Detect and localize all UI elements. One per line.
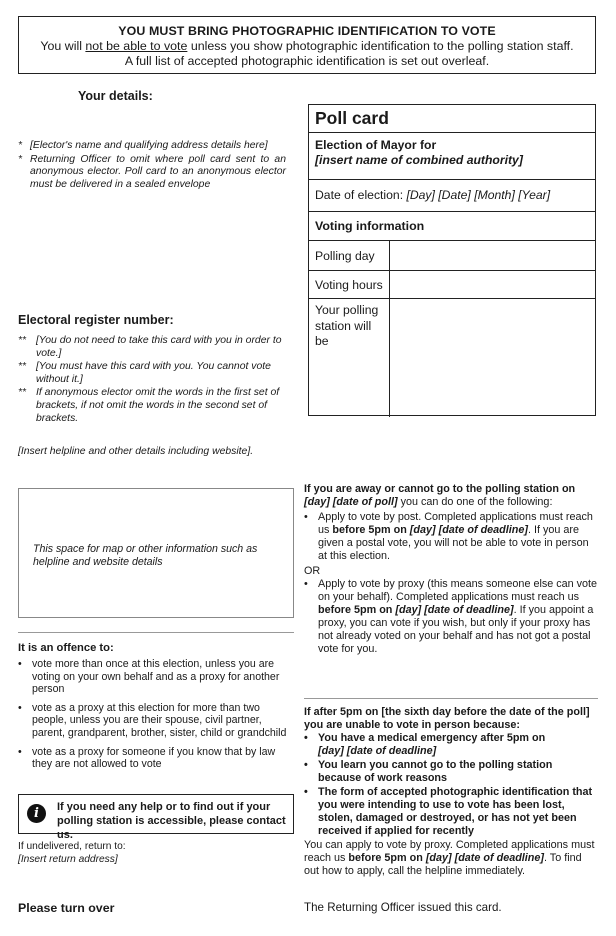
- return-address: If undelivered, return to: [Insert return address]: [18, 841, 126, 865]
- help-box: [18, 794, 294, 841]
- poll-card-title: Poll card: [309, 105, 595, 133]
- register-notes: [18, 335, 290, 426]
- info-icon: i: [27, 804, 46, 823]
- register-note: ** [You do not need to take this card with you in order to vote.]: [18, 335, 282, 359]
- polling-station-label: Your polling station will be: [315, 303, 379, 348]
- list-item: • Apply to vote by post. Completed applications must reach us before 5pm on [day] [date of deadline]. If you are given a postal vote, you will not be able to vote in person at this election.: [304, 511, 593, 562]
- offence-heading: It is an offence to:: [18, 642, 114, 654]
- please-turn-over: Please turn over: [18, 901, 115, 915]
- list-item: • The form of accepted photographic identification that you were intending to use to vote has been lost, stolen, damaged or destroyed, or has not yet been received if applied for recently: [304, 786, 593, 837]
- away-heading: If you are away or cannot go to the polling station on [day] [date of poll] you can do one of the following:: [304, 483, 576, 508]
- divider: [18, 632, 294, 633]
- list-item: • vote as a proxy for someone if you know that by law they are not allowed to vote: [18, 745, 276, 771]
- banner-heading: YOU MUST BRING PHOTOGRAPHIC IDENTIFICATION TO VOTE: [118, 24, 496, 38]
- emergency-heading: If after 5pm on [the sixth day before the date of the poll] you are unable to vote in person because:: [304, 706, 590, 731]
- column-divider: [389, 241, 390, 417]
- list-item: • You learn you cannot go to the polling station because of work reasons: [304, 759, 553, 784]
- list-item: • You have a medical emergency after 5pm on [day] [date of deadline]: [304, 732, 546, 757]
- divider: [304, 698, 598, 699]
- details-note: * Returning Officer to omit where poll card sent to an anonymous elector. Poll card to an anonymous elector must be delivered in a sealed envelope: [18, 153, 286, 190]
- help-box-text: If you need any help or to find out if your polling station is accessible, please contact us.: [57, 801, 286, 841]
- details-notes: [18, 140, 286, 192]
- emergency-section: [304, 706, 598, 878]
- list-item: • Apply to vote by proxy (this means someone else can vote on your behalf). Completed applications must reach us before 5pm on [day] [date of deadline]. If you appoint a proxy, you can vote if you wish, but only if your proxy has not already voted on your behalf and has not got a postal vote for you.: [304, 578, 598, 655]
- voting-hours-row: [309, 271, 595, 299]
- offence-list: [18, 658, 290, 777]
- map-box-text: This space for map or other information such as helpline and website details: [33, 543, 258, 568]
- or-label: OR: [304, 565, 321, 577]
- voting-information-heading: Voting information: [309, 212, 595, 241]
- election-title: Election of Mayor for [insert name of combined authority]: [309, 133, 595, 180]
- list-item: • vote as a proxy at this election for more than two people, unless you are their spouse, civil partner, parent, grandparent, brother, sister, child or grandchild: [18, 701, 287, 739]
- emergency-footer: You can apply to vote by proxy. Completed applications must reach us before 5pm on [day] [date of deadline]. To find out how to apply, call the helpline immediately.: [304, 839, 595, 877]
- voting-hours-label: Voting hours: [315, 278, 383, 292]
- banner-line-3: A full list of accepted photographic identification is set out overleaf.: [124, 54, 490, 68]
- your-details-heading: Your details:: [78, 89, 153, 103]
- map-info-box: [18, 488, 294, 618]
- helpline-placeholder: [Insert helpline and other details including website].: [18, 446, 254, 457]
- poll-card: [308, 104, 596, 416]
- issued-by: The Returning Officer issued this card.: [304, 901, 502, 914]
- away-section: [304, 483, 598, 658]
- list-item: • vote more than once at this election, unless you are voting on your own behalf and as a proxy for another person: [18, 658, 280, 696]
- election-date: Date of election: [Day] [Date] [Month] [Year]: [309, 180, 595, 212]
- banner-line-2: You will not be able to vote unless you show photographic identification to the polling station staff.: [40, 39, 574, 53]
- polling-day-label: Polling day: [315, 249, 375, 263]
- electoral-register-heading: Electoral register number:: [18, 313, 174, 327]
- photo-id-banner: [18, 16, 596, 74]
- register-note: ** [You must have this card with you. You cannot vote without it.]: [18, 361, 271, 385]
- register-note: ** If anonymous elector omit the words in the first set of brackets, if not omit the words in the second set of brackets.: [18, 387, 280, 424]
- polling-day-row: [309, 241, 595, 271]
- details-note: * [Elector's name and qualifying address details here]: [18, 140, 268, 151]
